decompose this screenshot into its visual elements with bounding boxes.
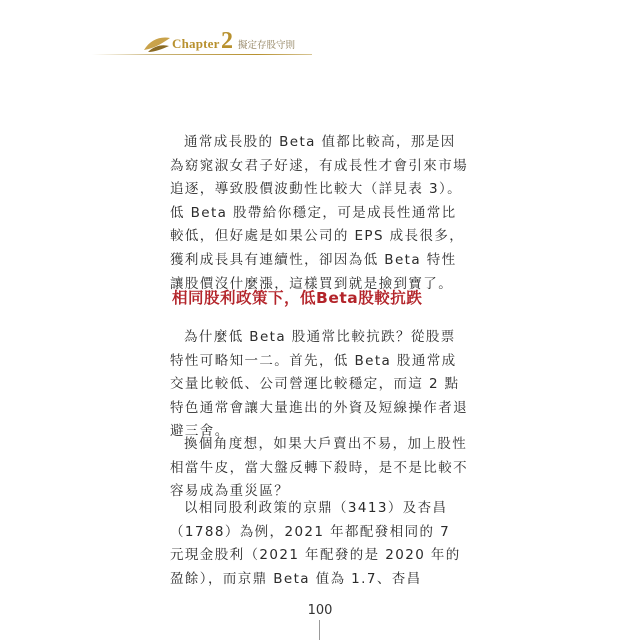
chapter-number: 2 [221,28,233,54]
body-paragraph: 為什麼低 Beta 股通常比較抗跌？從股票特性可略知一二。首先，低 Beta 股通常成交量比較低、公司營運比較穩定，而這 2 點特色通常會讓大量進出的外資及短線操作者退避三舍。 [170,329,468,440]
body-paragraph: 換個角度想，如果大戶賣出不易，加上股性相當牛皮，當大盤反轉下殺時，是不是比較不容易成為重災區？ [170,436,468,500]
page-number: 100 [307,603,333,618]
section-heading: 相同股利政策下，低Beta股較抗跌 [172,289,423,307]
chapter-subtitle: 擬定存股守則 [238,40,296,51]
header-divider [92,54,312,55]
body-paragraph: 以相同股利政策的京鼎（3413）及杏昌（1788）為例，2021 年都配發相同的 7 元現金股利（2021 年配發的是 2020 年的盈餘），而京鼎 Beta 值為 1.7、杏昌 [170,500,461,587]
chapter-header [92,28,592,60]
chapter-label: Chapter [172,36,220,51]
footer-rule [319,620,320,640]
body-paragraph: 通常成長股的 Beta 值都比較高，那是因為窈窕淑女君子好逑，有成長性才會引來市場追逐，導致股價波動性比較大（詳見表 3）。低 Beta 股帶給你穩定，可是成長性通常比較低，但好處是如果公司的 EPS 成長很多，獲利成長具有連續性，卻因為低 Beta 特性讓股價沒什麼漲，這樣買到就是撿到寶了。 [170,134,468,292]
gold-leaf-logo-icon [142,32,172,54]
